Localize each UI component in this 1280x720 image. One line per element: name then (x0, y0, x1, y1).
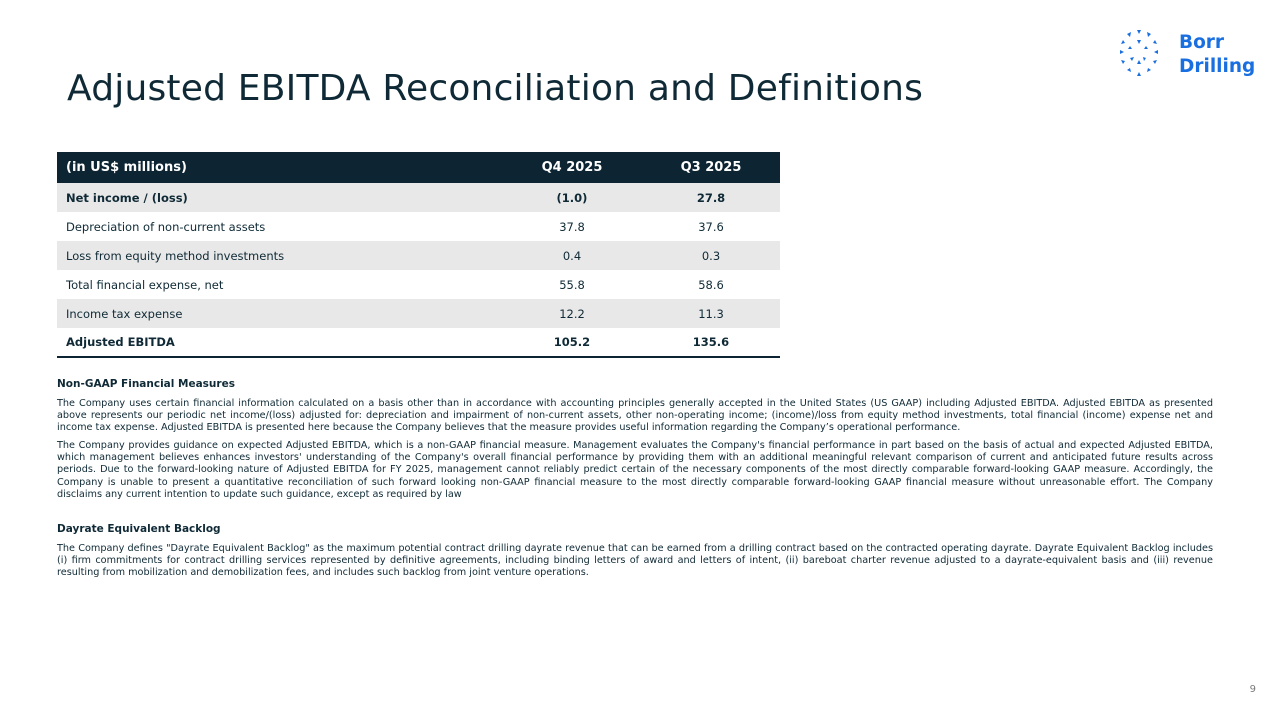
row-q4-value: 12.2 (502, 299, 642, 328)
row-q3-value: 0.3 (642, 241, 780, 270)
backlog-heading: Dayrate Equivalent Backlog (57, 522, 221, 535)
logo-line-1: Borr (1179, 32, 1225, 53)
table-row (57, 212, 780, 241)
company-logo (1110, 28, 1260, 86)
table-row (57, 241, 780, 270)
page-title: Adjusted EBITDA Reconciliation and Definitions (67, 68, 924, 109)
table-row-total (57, 328, 780, 357)
table-header-row (57, 152, 780, 183)
header-units: (in US$ millions) (57, 152, 502, 183)
row-label: Loss from equity method investments (57, 241, 502, 270)
header-q4-2025: Q4 2025 (502, 152, 642, 183)
row-q3-value: 11.3 (642, 299, 780, 328)
non-gaap-paragraph-1: The Company uses certain financial information calculated on a basis other than in accordance with accounting principles generally accepted in the United States (US GAAP) including Adjusted EBITDA. Adjusted EBITDA as presented above represents our periodic net income/(loss) adjusted for: depreciation and impairment of non-current assets, other non-operating income; (income)/loss from equity method investments, total financial (income) expense net and income tax expense. Adjusted EBITDA is presented here because the Company believes that the measure provides useful information regarding the Company’s operational performance. (57, 398, 1213, 434)
row-q4-value: 105.2 (502, 328, 642, 357)
borr-drilling-logo-icon (1110, 28, 1166, 84)
row-label: Depreciation of non-current assets (66, 219, 266, 234)
section-spacer (57, 507, 1213, 522)
ebitda-reconciliation-table (57, 152, 780, 358)
row-q3-value: 27.8 (642, 183, 780, 212)
logo-line-2: Drilling (1179, 56, 1256, 77)
non-gaap-heading: Non-GAAP Financial Measures (57, 378, 235, 390)
row-label: Adjusted EBITDA (57, 328, 502, 357)
row-q4-value: 55.8 (559, 277, 585, 292)
logo-wordmark (1179, 31, 1255, 79)
row-q3-value: 37.6 (698, 219, 724, 234)
row-q3-value: 58.6 (698, 277, 724, 292)
backlog-paragraph: The Company defines "Dayrate Equivalent Backlog" as the maximum potential contract drilling dayrate revenue that can be earned from a drilling contract based on the contracted operating dayrate. Dayrate Equivalent Backlog includes (i) firm commitments for contract drilling services represented by definitive agreements, including binding letters of award and letters of intent, (ii) bareboat charter revenue adjusted to a dayrate-equivalent basis and (iii) revenue resulting from mobilization and demobilization fees, and includes such backlog from joint venture operations. (57, 542, 1213, 578)
header-q3-2025: Q3 2025 (642, 152, 780, 183)
table-row (57, 270, 780, 299)
row-label: Income tax expense (57, 299, 502, 328)
row-q3-value: 135.6 (642, 328, 780, 357)
non-gaap-paragraph-2: The Company provides guidance on expected Adjusted EBITDA, which is a non-GAAP financial measure. Management evaluates the Company's financial performance in part based on the basis of actual and expected Adjusted EBITDA, which management believes enhances investors' understanding of the Company's overall financial performance by providing them with an additional meaningful relevant comparison of current and anticipated future results across periods. Due to the forward-looking nature of Adjusted EBITDA for FY 2025, management cannot reliably predict certain of the necessary components of the most directly comparable forward-looking GAAP measure. Accordingly, the Company is unable to present a quantitative reconciliation of such forward looking non-GAAP financial measure to the most directly comparable forward-looking GAAP financial measure without unreasonable effort. The Company disclaims any current intention to update such guidance, except as required by law (57, 440, 1213, 500)
definitions-section (57, 377, 1213, 585)
row-label: Total financial expense, net (66, 277, 224, 292)
table-row (57, 183, 780, 212)
row-q4-value: (1.0) (502, 183, 642, 212)
row-q4-value: 0.4 (502, 241, 642, 270)
page-number: 9 (1249, 684, 1256, 695)
row-q4-value: 37.8 (559, 219, 585, 234)
row-label: Net income / (loss) (57, 183, 502, 212)
table-row (57, 299, 780, 328)
